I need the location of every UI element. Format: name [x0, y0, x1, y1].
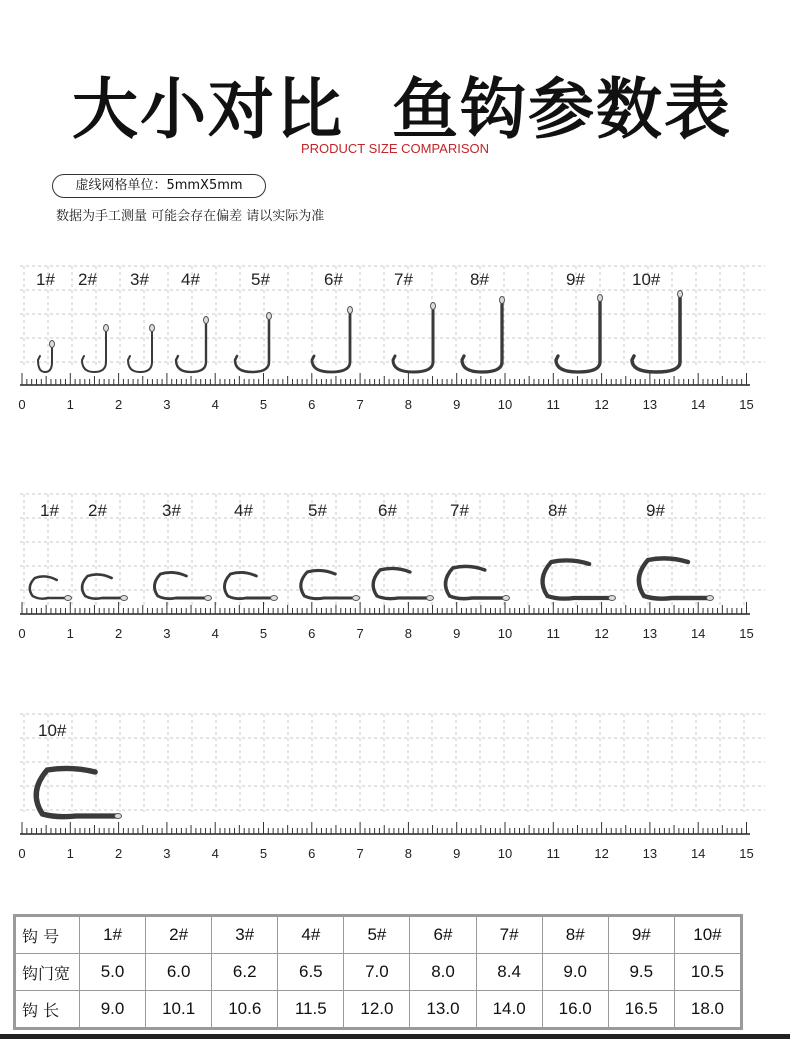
hook-label: 9# — [566, 270, 585, 289]
hook-label: 8# — [548, 501, 567, 520]
hook-label: 8# — [470, 270, 489, 289]
hook-eye — [204, 317, 209, 324]
ruler-number: 1 — [66, 626, 74, 641]
ruler-number: 9 — [453, 846, 461, 861]
ruler-number: 11 — [546, 626, 561, 641]
hook-label: 3# — [162, 501, 181, 520]
horizontal-hooks-panel — [0, 488, 790, 658]
single-hook-figure — [0, 708, 790, 878]
ruler-number: 14 — [690, 626, 706, 641]
ruler-number: 7 — [356, 397, 364, 412]
vertical-hook — [176, 320, 206, 372]
ruler-number: 1 — [66, 846, 74, 861]
table-cell: 6.0 — [146, 954, 212, 991]
table-cell: 4# — [278, 917, 344, 954]
hook-eye — [150, 325, 155, 332]
ruler-number: 2 — [114, 626, 123, 641]
table-cell: 9.0 — [80, 991, 146, 1028]
ruler-number: 7 — [356, 626, 364, 641]
hook-eye — [598, 295, 603, 302]
hook-label: 10# — [632, 270, 661, 289]
hook-eye — [121, 596, 128, 601]
grid-unit-badge: 虚线网格单位：5mmX5mm — [52, 174, 266, 198]
ruler-number: 13 — [642, 397, 658, 412]
hook-eye — [205, 596, 212, 601]
ruler-number: 10 — [497, 397, 513, 412]
hook-label: 10# — [38, 721, 67, 740]
table-cell: 8.4 — [476, 954, 542, 991]
vertical-hook — [312, 310, 350, 372]
hook-label: 4# — [234, 501, 253, 520]
ruler-number: 11 — [546, 846, 561, 861]
ruler-number: 2 — [114, 397, 123, 412]
hook-eye — [503, 596, 510, 601]
hook-eye — [427, 596, 434, 601]
row-header: 钩门宽 — [16, 954, 80, 991]
ruler — [18, 602, 753, 641]
ruler-number: 13 — [642, 846, 658, 861]
horizontal-hook — [373, 568, 430, 598]
ruler-number: 15 — [739, 846, 754, 861]
dashed-grid — [20, 714, 765, 812]
table-cell: 16.0 — [542, 991, 608, 1028]
hook-eye — [65, 596, 72, 601]
ruler-number: 3 — [163, 397, 171, 412]
table-cell: 7# — [476, 917, 542, 954]
ruler-number: 0 — [18, 626, 26, 641]
ruler-number: 2 — [114, 846, 123, 861]
vertical-hook — [632, 294, 680, 372]
table-cell: 10.1 — [146, 991, 212, 1028]
ruler-number: 14 — [690, 846, 706, 861]
ruler-number: 14 — [690, 397, 706, 412]
table-cell: 10# — [674, 917, 740, 954]
hook-label: 2# — [88, 501, 107, 520]
ruler-number: 1 — [66, 397, 74, 412]
ruler-number: 0 — [18, 846, 26, 861]
vertical-hooks-figure — [0, 258, 790, 448]
vertical-hook — [38, 344, 52, 372]
single-hook-panel — [0, 708, 790, 878]
page-title-hook-parameters: 鱼钩参数表 — [392, 71, 732, 148]
table-cell: 10.6 — [212, 991, 278, 1028]
table-cell: 16.5 — [608, 991, 674, 1028]
ruler-number: 9 — [453, 397, 461, 412]
table-cell: 8# — [542, 917, 608, 954]
table-cell: 6.2 — [212, 954, 278, 991]
bottom-divider — [0, 1034, 790, 1039]
hook-eye — [348, 307, 353, 314]
vertical-hooks-panel — [0, 258, 790, 448]
ruler-number: 15 — [739, 626, 754, 641]
ruler-number: 8 — [404, 397, 413, 412]
table-cell: 5# — [344, 917, 410, 954]
hook-eye — [500, 297, 505, 304]
table-cell: 14.0 — [476, 991, 542, 1028]
horizontal-hook — [301, 570, 356, 598]
hook-eye — [104, 325, 109, 332]
ruler-number: 4 — [211, 626, 219, 641]
table-cell: 9.0 — [542, 954, 608, 991]
hook-label: 7# — [450, 501, 469, 520]
hook-label: 5# — [251, 270, 270, 289]
hook-eye — [353, 596, 360, 601]
ruler-number: 0 — [18, 397, 26, 412]
table-cell: 9.5 — [608, 954, 674, 991]
ruler-number: 3 — [163, 626, 171, 641]
vertical-hook — [82, 328, 106, 372]
hook-label: 5# — [308, 501, 327, 520]
ruler — [18, 373, 753, 412]
table-cell: 1# — [80, 917, 146, 954]
ruler-number: 8 — [404, 626, 413, 641]
hook-label: 1# — [36, 270, 55, 289]
hook-eye — [50, 341, 55, 348]
table-cell: 6.5 — [278, 954, 344, 991]
table-cell: 2# — [146, 917, 212, 954]
hook-eye — [115, 814, 122, 819]
table-cell: 5.0 — [80, 954, 146, 991]
ruler-number: 12 — [594, 846, 609, 861]
table-cell: 18.0 — [674, 991, 740, 1028]
table-cell: 9# — [608, 917, 674, 954]
ruler-number: 6 — [308, 397, 316, 412]
hook-eye — [431, 303, 436, 310]
hook-label: 9# — [646, 501, 665, 520]
ruler-number: 5 — [259, 846, 268, 861]
ruler-number: 12 — [594, 626, 609, 641]
table-row — [16, 991, 741, 1028]
ruler-number: 10 — [497, 846, 513, 861]
hook-label: 4# — [181, 270, 200, 289]
ruler-number: 4 — [211, 846, 219, 861]
table-row — [16, 917, 741, 954]
hook-eye — [609, 596, 616, 601]
table-cell: 13.0 — [410, 991, 476, 1028]
table-cell: 7.0 — [344, 954, 410, 991]
ruler-number: 8 — [404, 846, 413, 861]
ruler-number: 10 — [497, 626, 513, 641]
ruler-number: 9 — [453, 626, 461, 641]
horizontal-hook — [445, 566, 506, 598]
horizontal-hook — [82, 574, 124, 598]
ruler-number: 12 — [594, 397, 609, 412]
ruler-number: 11 — [546, 397, 561, 412]
table-cell: 8.0 — [410, 954, 476, 991]
table-cell: 6# — [410, 917, 476, 954]
horizontal-hook — [30, 576, 68, 598]
vertical-hook — [128, 328, 152, 372]
table-cell: 11.5 — [278, 991, 344, 1028]
hook-label: 2# — [78, 270, 97, 289]
ruler-number: 6 — [308, 626, 316, 641]
ruler-number: 5 — [259, 397, 268, 412]
vertical-hook — [556, 298, 600, 372]
row-header: 钩 长 — [16, 991, 80, 1028]
measurement-note: 数据为手工测量 可能会存在偏差 请以实际为准 — [56, 209, 325, 224]
table-row — [16, 954, 741, 991]
hook-label: 1# — [40, 501, 59, 520]
hook-label: 6# — [378, 501, 397, 520]
hook-eye — [707, 596, 714, 601]
hook-eye — [267, 313, 272, 320]
horizontal-hook — [154, 572, 208, 598]
table-cell: 10.5 — [674, 954, 740, 991]
ruler-number: 7 — [356, 846, 364, 861]
ruler-number: 15 — [739, 397, 754, 412]
table-cell: 12.0 — [344, 991, 410, 1028]
ruler-number: 13 — [642, 626, 658, 641]
hook-label: 6# — [324, 270, 343, 289]
hook-eye — [678, 291, 683, 298]
subtitle: PRODUCT SIZE COMPARISON — [300, 141, 490, 156]
spec-table — [13, 914, 743, 1030]
page-title-size-comparison: 大小对比 — [72, 71, 344, 148]
vertical-hook — [462, 300, 502, 372]
horizontal-hook — [543, 560, 612, 598]
ruler-number: 5 — [259, 626, 268, 641]
hook-eye — [271, 596, 278, 601]
horizontal-hook — [639, 558, 710, 598]
ruler-number: 4 — [211, 397, 219, 412]
horizontal-hook — [224, 572, 274, 598]
row-header: 钩 号 — [16, 917, 80, 954]
hook-label: 3# — [130, 270, 149, 289]
ruler — [18, 822, 753, 861]
ruler-number: 3 — [163, 846, 171, 861]
horizontal-hooks-figure — [0, 488, 790, 658]
ruler-number: 6 — [308, 846, 316, 861]
table-cell: 3# — [212, 917, 278, 954]
hook-label: 7# — [394, 270, 413, 289]
